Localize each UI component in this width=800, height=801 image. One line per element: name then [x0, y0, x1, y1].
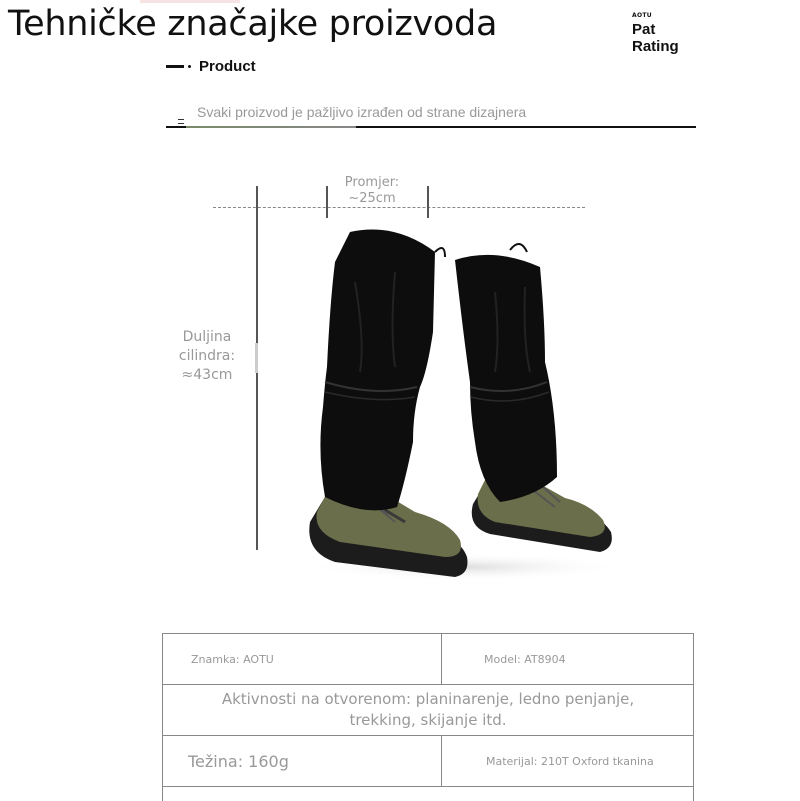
spec-activities: [163, 685, 694, 736]
table-row: [163, 787, 694, 801]
diameter-label-text: Promjer:: [330, 175, 414, 191]
logo-line-1: Pat: [632, 21, 679, 38]
dash-icon: [166, 65, 184, 68]
spec-brand: Znamka: AOTU: [163, 634, 442, 685]
spec-table: [162, 633, 694, 801]
table-row: [163, 736, 694, 787]
length-line-marker: [255, 343, 258, 373]
length-label-line2: cilindra:: [165, 347, 249, 366]
diameter-value: ~25cm: [330, 191, 414, 207]
diameter-dashed-line: [213, 207, 585, 208]
spec-empty-row: [163, 787, 694, 801]
spec-weight: Težina: 160g: [163, 736, 442, 787]
equals-mark-icon: [178, 119, 184, 124]
spec-activities-line1: Aktivnosti na otvorenom: planinarenje, ledno penjanje,: [163, 689, 693, 710]
product-image-gaiters: [295, 222, 625, 584]
diameter-tick-right: [427, 186, 429, 218]
length-label-line1: Duljina: [165, 328, 249, 347]
section-tag: [166, 58, 256, 75]
logo-brand: AOTU: [632, 12, 679, 19]
divider-accent: [186, 126, 356, 128]
section-tag-label: Product: [199, 58, 256, 75]
dot-icon: [188, 65, 191, 68]
length-label: [165, 328, 249, 385]
logo-line-2: Rating: [632, 38, 679, 55]
spec-model: Model: AT8904: [442, 634, 694, 685]
spec-material: Materijal: 210T Oxford tkanina: [442, 736, 694, 787]
brand-logo: [632, 12, 679, 55]
top-edge-tint: [140, 0, 240, 3]
table-row: [163, 634, 694, 685]
length-value: ≈43cm: [165, 366, 249, 385]
diameter-label: [330, 175, 414, 207]
spec-activities-line2: trekking, skijanje itd.: [163, 710, 693, 731]
subtitle: Svaki proizvod je pažljivo izrađen od strane dizajnera: [197, 104, 526, 120]
table-row: [163, 685, 694, 736]
diameter-tick-left: [326, 186, 328, 218]
page-title: Tehničke značajke proizvoda: [8, 4, 497, 44]
